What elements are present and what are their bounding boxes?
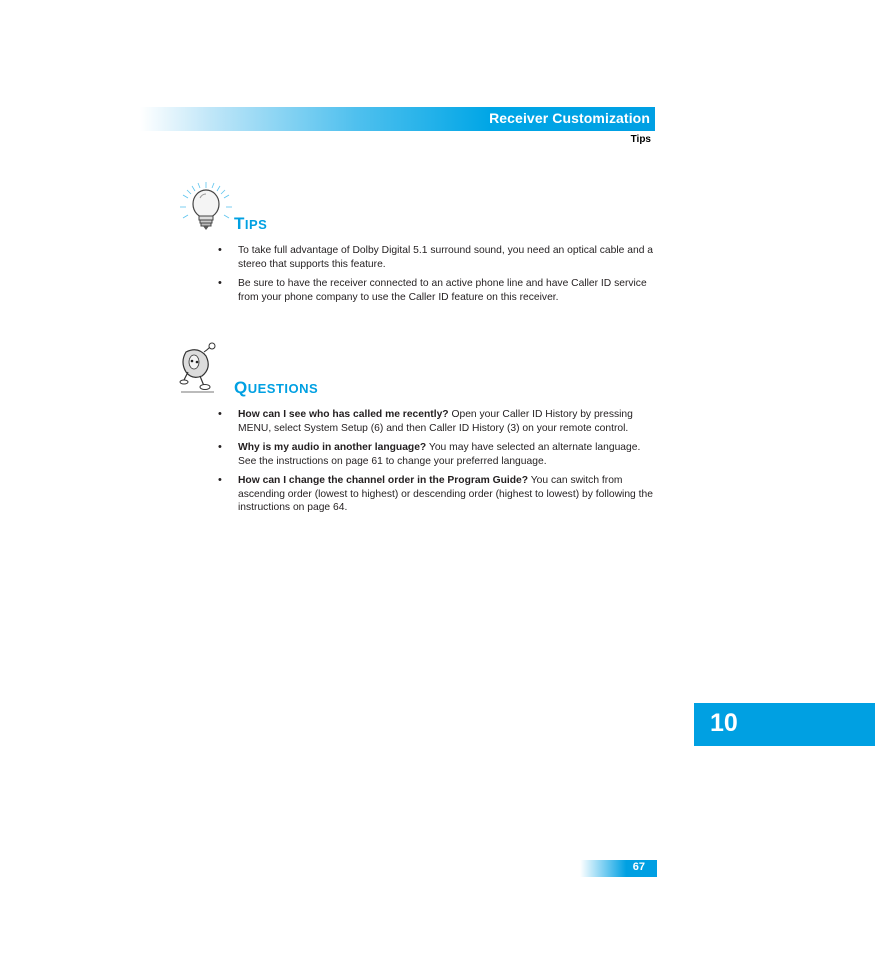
- tips-heading: [234, 214, 267, 234]
- satellite-dish-character-icon: [178, 342, 218, 394]
- tip-text: To take full advantage of Dolby Digital 5.1 surround sound, you need an optical cable and a stereo that supports this feature.: [238, 245, 654, 270]
- answer-text: You may have selected an alternate language. See the instructions on page 61 to change your preferred language.: [238, 442, 641, 467]
- questions-heading-initial: Q: [234, 378, 248, 397]
- tips-heading-initial: T: [234, 214, 245, 233]
- chapter-header-subtitle: Tips: [630, 134, 651, 145]
- chapter-tab: [694, 703, 875, 746]
- answer-text: Open your Caller ID History by pressing MENU, select System Setup (6) and then Caller ID History (3) on your remote control.: [238, 409, 633, 434]
- list-item: [218, 244, 658, 271]
- question-text: Why is my audio in another language?: [238, 442, 427, 453]
- tip-text: Be sure to have the receiver connected to an active phone line and have Caller ID service from your phone company to use the Caller ID feature on this receiver.: [238, 278, 647, 303]
- answer-text: You can switch from ascending order (lowest to highest) or descending order (highest to lowest) by following the instructions on page 64.: [238, 475, 653, 513]
- question-text: How can I change the channel order in the Program Guide?: [238, 475, 529, 486]
- lightbulb-icon: [178, 180, 234, 236]
- list-item: [218, 474, 658, 515]
- questions-list: [218, 408, 658, 521]
- chapter-header-bar: [140, 107, 655, 131]
- list-item: [218, 441, 658, 468]
- questions-heading-rest: UESTIONS: [247, 381, 319, 396]
- chapter-number: 10: [710, 709, 738, 737]
- tips-heading-rest: IPS: [244, 217, 268, 232]
- questions-heading: [234, 378, 318, 398]
- tips-list: [218, 244, 658, 310]
- page-number: 67: [632, 861, 645, 873]
- page-number-bar: [580, 860, 657, 877]
- list-item: [218, 277, 658, 304]
- question-text: How can I see who has called me recently?: [238, 409, 449, 420]
- list-item: [218, 408, 658, 435]
- chapter-header-title: Receiver Customization: [489, 110, 650, 126]
